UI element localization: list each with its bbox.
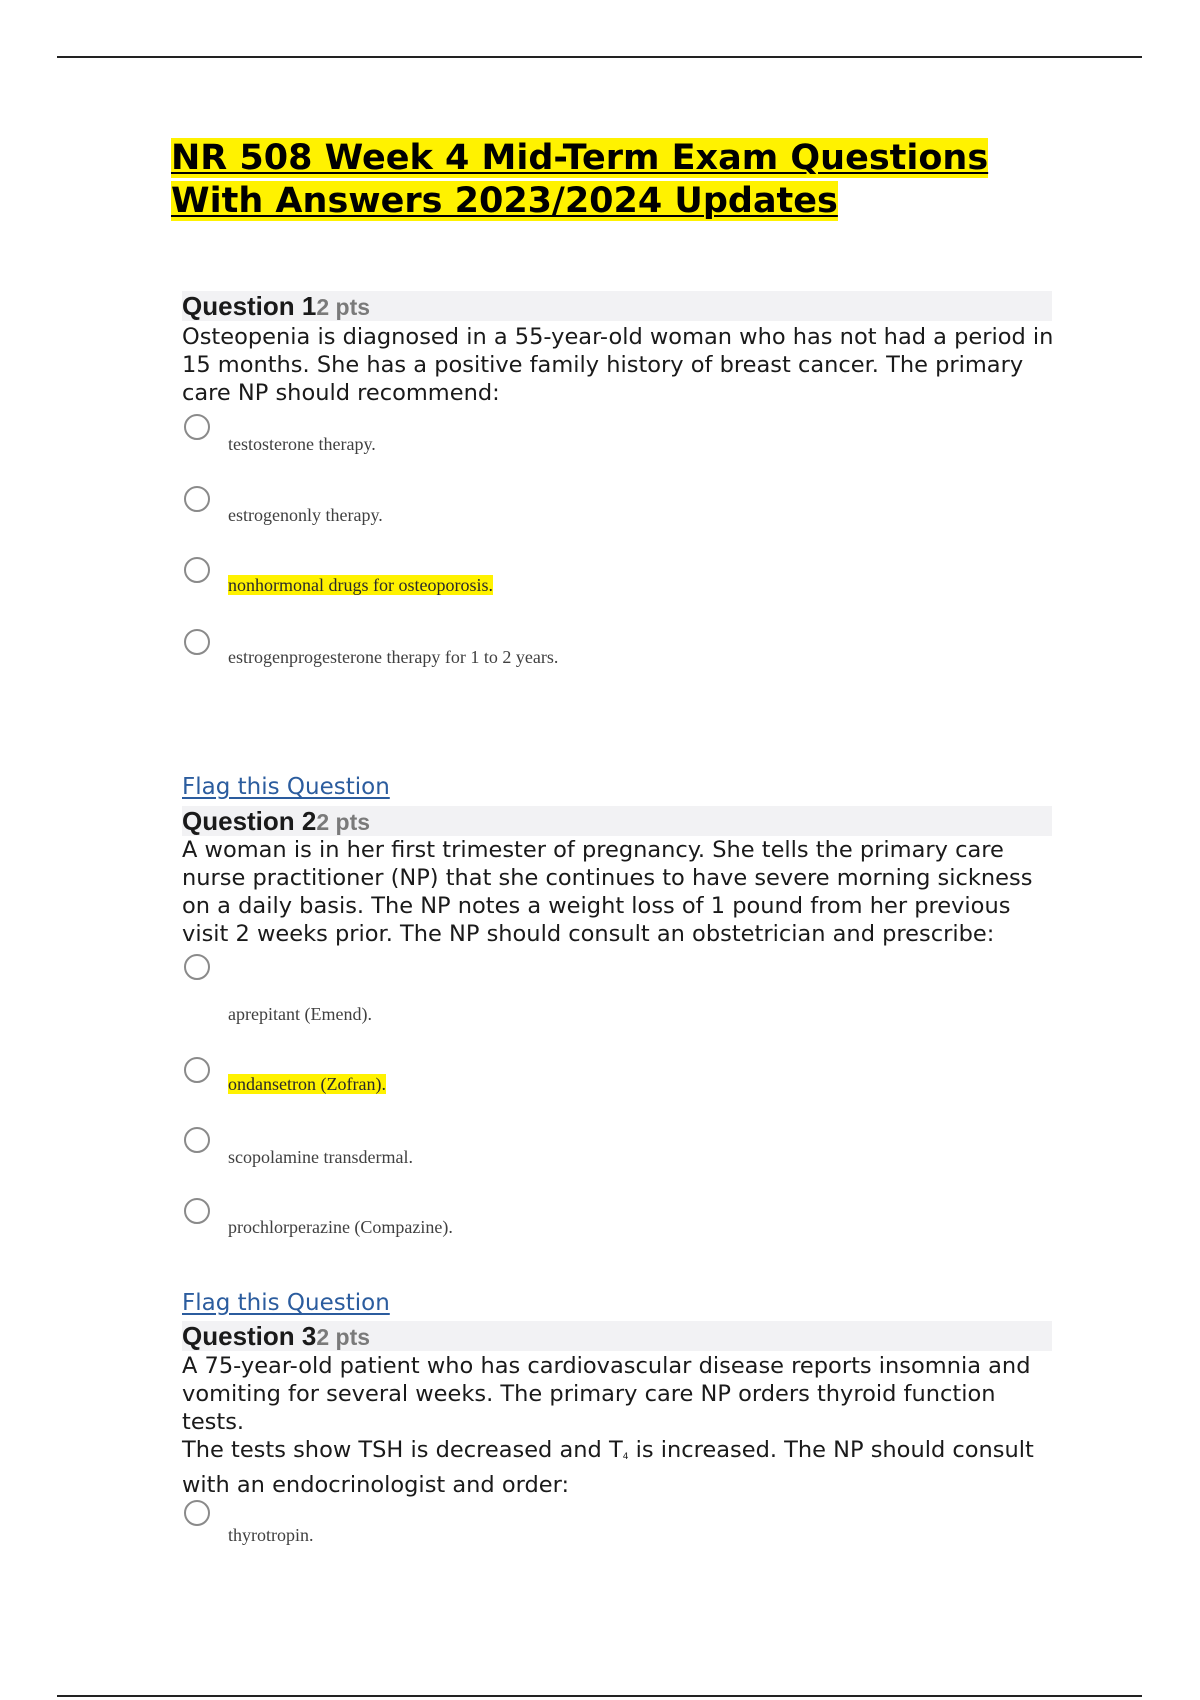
question-3-header [182,1321,1052,1351]
q1-option-4-radio-circle-icon[interactable] [184,629,210,655]
q1-option-3-radio-circle-icon[interactable] [184,557,210,583]
question-3-title: Question 3 [182,1321,317,1351]
document-title: NR 508 Week 4 Mid-Term Exam Questions With Answers 2023/2024 Updates [171,138,989,221]
q3-option-1[interactable]: thyrotropin. [228,1525,314,1545]
q1-option-4[interactable]: estrogenprogesterone therapy for 1 to 2 years. [228,647,559,667]
question-3-text-line-2: The tests show TSH is decreased and $T_4$ is increased. The NP should consult with an endocrinologist and order: [182,1437,1034,1498]
q2-option-1-radio-circle-icon[interactable] [184,954,210,980]
flag-question-3-link[interactable]: Flag this Question [182,1290,390,1316]
question-1-title: Question 1 [182,291,317,321]
question-2-title: Question 2 [182,806,317,836]
q1-option-1[interactable]: testosterone therapy. [228,434,376,454]
flag-question-2-link[interactable]: Flag this Question [182,774,390,800]
q2-option-3-radio-circle-icon[interactable] [184,1127,210,1153]
q1-option-2[interactable]: estrogenonly therapy. [228,505,383,525]
q2-option-1[interactable]: aprepitant (Emend). [228,1004,372,1024]
question-2-header [182,806,1052,836]
q2-option-3[interactable]: scopolamine transdermal. [228,1147,413,1167]
q2-option-4-radio-circle-icon[interactable] [184,1198,210,1224]
question-3-points: 2 pts [316,1324,371,1350]
question-2-points: 2 pts [316,809,371,835]
q1-option-3[interactable]: nonhormonal drugs for osteoporosis. [228,575,493,595]
question-3-text-line-1: A 75-year-old patient who has cardiovascular disease reports insomnia and vomiting for several weeks. The primary care NP orders thyroid function tests. [182,1353,1031,1435]
question-1-header [182,291,1052,321]
top-rule [57,56,1142,58]
bottom-rule [57,1695,1142,1697]
question-1-text: Osteopenia is diagnosed in a 55-year-old woman who has not had a period in 15 months. She has a positive family history of breast cancer. The primary care NP should recommend: [182,324,1054,406]
q2-option-2-radio-circle-icon[interactable] [184,1057,210,1083]
question-3-text [182,1352,1062,1499]
question-2-text: A woman is in her first trimester of pregnancy. She tells the primary care nurse practitioner (NP) that she continues to have severe morning sickness on a daily basis. The NP notes a weight loss of 1 pound from her previous visit 2 weeks prior. The NP should consult an obstetrician and prescribe: [182,837,1033,947]
q1-option-1-radio-circle-icon[interactable] [184,414,210,440]
q2-option-2[interactable]: ondansetron (Zofran). [228,1074,386,1094]
q2-option-4[interactable]: prochlorperazine (Compazine). [228,1217,453,1237]
q3-option-1-radio-circle-icon[interactable] [184,1500,210,1526]
question-1-points: 2 pts [316,294,371,320]
q1-option-2-radio-circle-icon[interactable] [184,486,210,512]
